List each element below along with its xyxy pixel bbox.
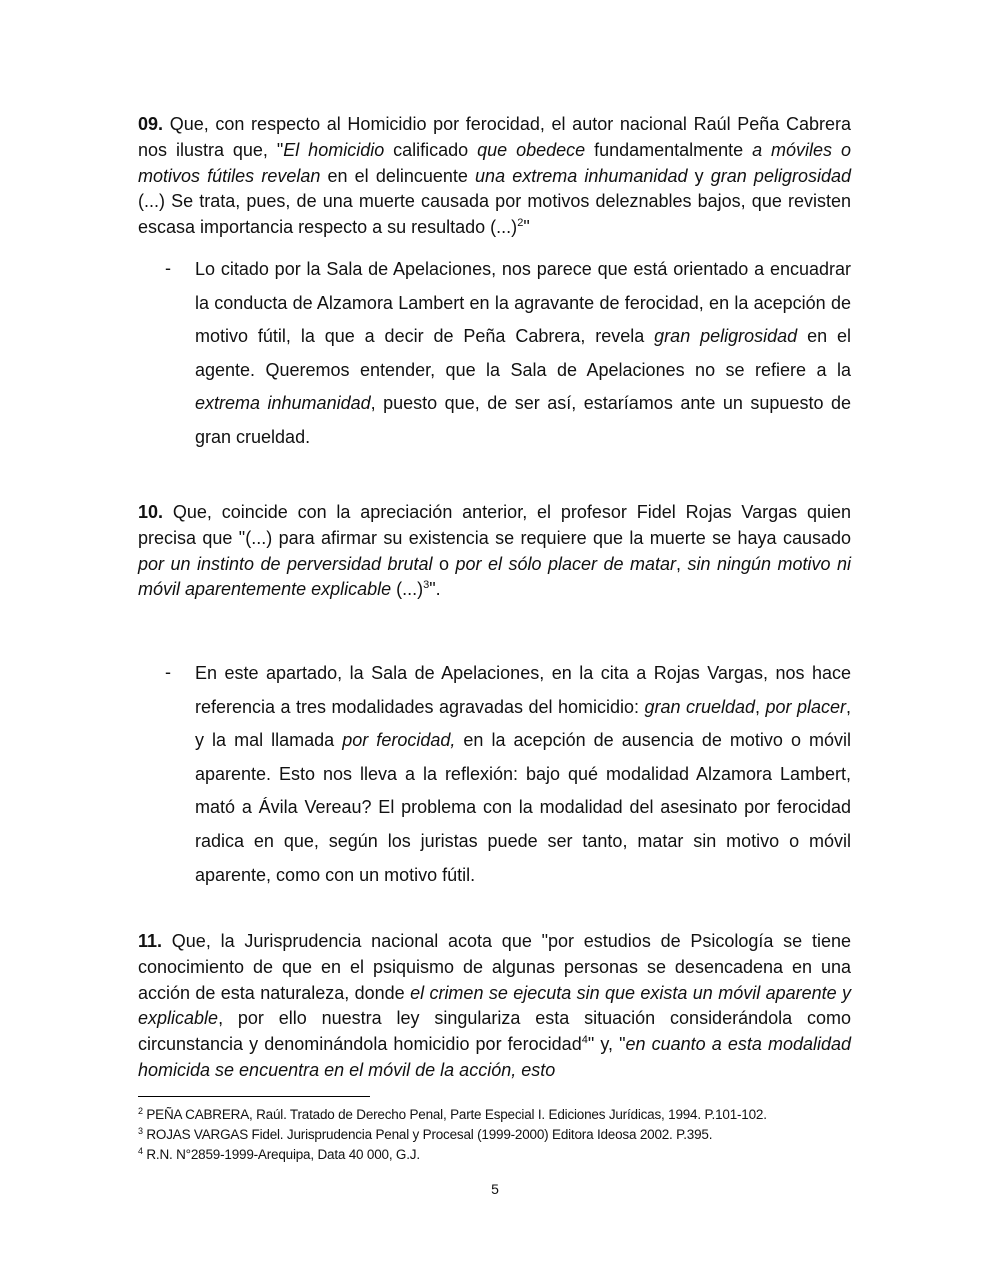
text-run: , puesto que, de ser así, estaríamos ante un supuesto de gran crueldad. <box>195 393 851 447</box>
text-run: " y, " <box>587 1034 626 1055</box>
footnote-4 <box>138 1147 420 1162</box>
text-run: ". <box>429 579 441 600</box>
italic-text: gran crueldad <box>644 696 756 717</box>
italic-text: sin ningún motivo ni móvil aparentemente explicable <box>138 553 851 600</box>
page-number: 5 <box>491 1181 499 1197</box>
italic-text: gran peligrosidad <box>654 326 798 347</box>
footnote-number: 2 <box>138 1106 143 1116</box>
bullet-comment-2 <box>195 657 851 892</box>
footnote-text: ROJAS VARGAS Fidel. Jurisprudencia Penal y Procesal (1999-2000) Editora Ideosa 2002. P.395. <box>146 1127 713 1142</box>
text-run: , y la mal llamada <box>195 696 852 751</box>
paragraph-number: 09. <box>138 114 164 134</box>
italic-text: extrema inhumanidad <box>195 393 371 414</box>
text-run: En este apartado, la Sala de Apelaciones, en la cita a Rojas Vargas, nos hace referencia a tres modalidades agravadas del homicidio: <box>195 663 851 717</box>
footnote-number: 4 <box>138 1146 143 1156</box>
italic-text: por ferocidad, <box>342 730 456 751</box>
paragraph-number: 11. <box>138 931 163 951</box>
bullet-comment-1 <box>195 253 851 455</box>
text-run: fundamentalmente <box>585 139 753 160</box>
text-run: Lo citado por la Sala de Apelaciones, nos parece que está orientado a encuadrar la conducta de Alzamora Lambert en la agravante de ferocidad, en la acepción de motivo fútil, la que a decir de Peña Cabrera, revela <box>195 259 851 347</box>
text-run: Que, la Jurisprudencia nacional acota que "por estudios de Psicología se tiene conocimiento de que en el psiquismo de algunas personas se desencadena en una acción de esta naturaleza, donde <box>138 931 851 1003</box>
text-run: , por ello nuestra ley singulariza esta situación considerándola como circunstancia y denominándola homicidio por ferocidad <box>138 1008 851 1055</box>
text-run: , <box>755 696 766 717</box>
text-run: en la acepción de ausencia de motivo o móvil aparente. Esto nos lleva a la reflexión: bajo qué modalidad Alzamora Lambert, mató a Ávila Vereau? El problema con la modalidad del asesinato por ferocidad radica en que, según los juristas puede ser tanto, matar sin motivo o móvil aparente, como con un motivo fútil. <box>195 730 852 885</box>
italic-text: una extrema inhumanidad <box>475 165 688 186</box>
text-run: , <box>676 553 688 574</box>
footnote-reference: 4 <box>581 1034 588 1047</box>
italic-text: en cuanto a esta modalidad homicida se encuentra en el móvil de la acción, esto <box>138 1034 852 1080</box>
text-run: y <box>687 165 711 186</box>
text-run: calificado <box>384 139 478 160</box>
text-run: Que, coincide con la apreciación anterior, el profesor Fidel Rojas Vargas quien precisa que "(...) para afirmar su existencia se requiere que la muerte se haya causado <box>138 502 851 548</box>
footnote-separator <box>138 1096 370 1097</box>
text-run: " <box>523 217 530 238</box>
text-run: Que, con respecto al Homicidio por ferocidad, el autor nacional Raúl Peña Cabrera nos ilustra que, " <box>138 114 851 160</box>
footnote-2 <box>138 1107 767 1122</box>
paragraph-10 <box>138 500 851 603</box>
footnote-reference: 2 <box>517 217 524 230</box>
italic-text: El homicidio <box>283 139 385 160</box>
footnote-3 <box>138 1127 712 1142</box>
footnote-text: PEÑA CABRERA, Raúl. Tratado de Derecho Penal, Parte Especial I. Ediciones Jurídicas, 1994. P.101-102. <box>146 1107 767 1122</box>
text-run: (...) <box>391 579 424 600</box>
bullet-marker: - <box>165 258 171 278</box>
paragraph-number: 10. <box>138 502 164 522</box>
italic-text: por el sólo placer de matar <box>455 553 676 574</box>
text-run: (...) Se trata, pues, de una muerte causada por motivos deleznables bajos, que revisten escasa importancia respecto a su resultado (...) <box>138 191 851 238</box>
paragraph-11 <box>138 929 851 1084</box>
paragraph-09 <box>138 112 851 241</box>
text-run: en el delincuente <box>320 165 476 186</box>
italic-text: gran peligrosidad <box>710 165 852 186</box>
italic-text: que obedece <box>477 139 586 160</box>
footnote-reference: 3 <box>423 579 430 592</box>
footnote-text: R.N. N°2859-1999-Arequipa, Data 40 000, G.J. <box>146 1147 420 1162</box>
bullet-marker: - <box>165 662 171 682</box>
italic-text: el crimen se ejecuta sin que exista un móvil aparente y explicable <box>138 982 852 1029</box>
italic-text: a móviles o motivos fútiles revelan <box>138 139 851 186</box>
italic-text: por un instinto de perversidad brutal <box>138 553 433 574</box>
footnote-number: 3 <box>138 1126 143 1136</box>
italic-text: por placer <box>765 696 846 717</box>
text-run: en el agente. Queremos entender, que la Sala de Apelaciones no se refiere a la <box>195 326 851 380</box>
text-run: o <box>432 553 456 574</box>
